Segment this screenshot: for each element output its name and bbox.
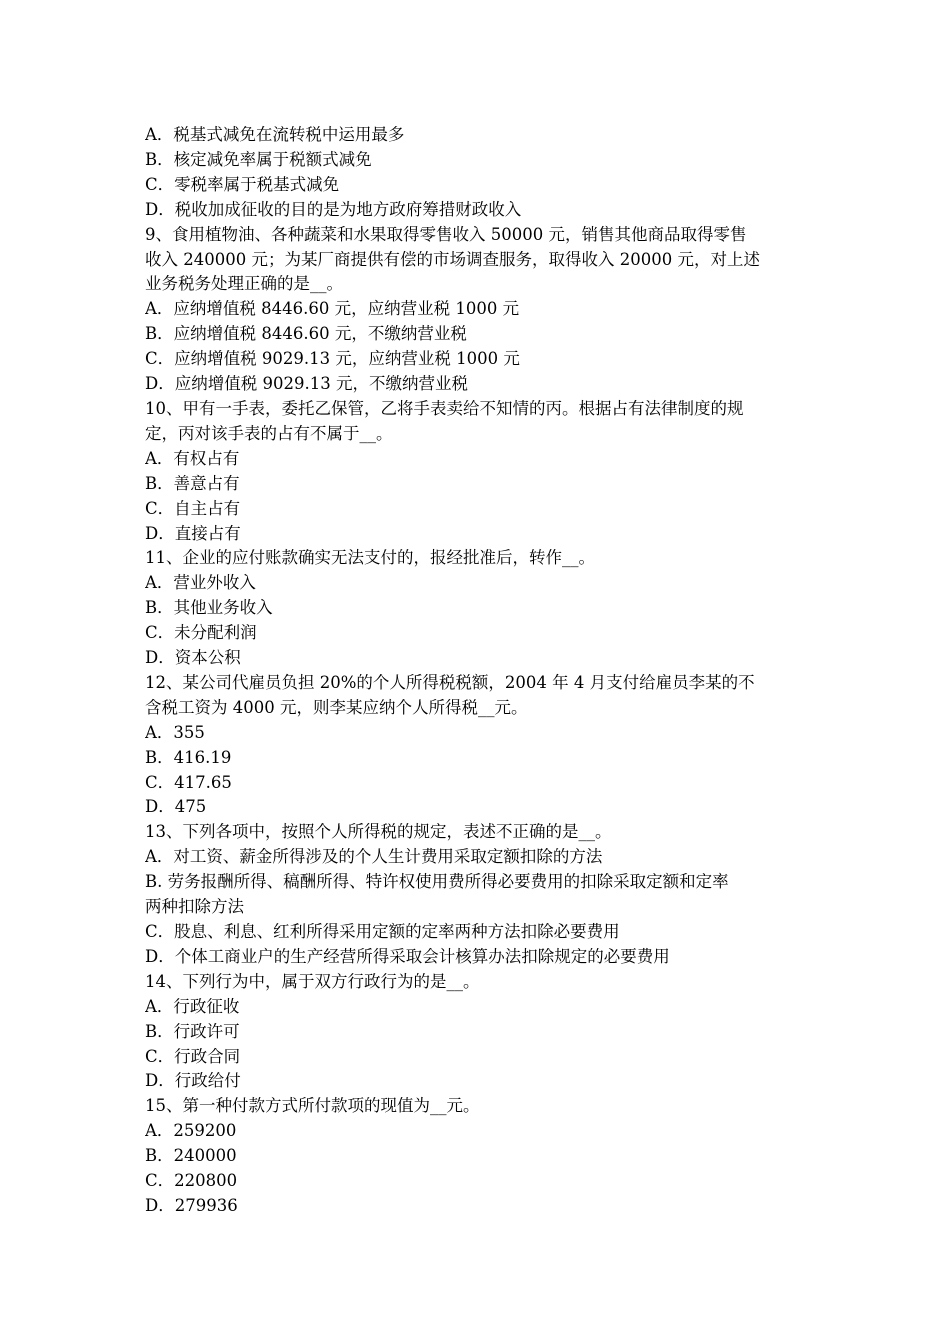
question-line: 业务税务处理正确的是__。 — [145, 274, 343, 294]
option-line: B．其他业务收入 — [145, 598, 273, 618]
option-line: D．税收加成征收的目的是为地方政府筹措财政收入 — [145, 199, 522, 219]
option-line: D．直接占有 — [145, 523, 241, 543]
option-line: B．416.19 — [145, 747, 232, 767]
option-line: D．行政给付 — [145, 1071, 241, 1091]
option-line: C．股息、利息、红利所得采用定额的定率两种方法扣除必要费用 — [145, 922, 620, 941]
option-line: A．税基式减免在流转税中运用最多 — [145, 125, 405, 144]
option-line: D．应纳增值税 9029.13 元，不缴纳营业税 — [145, 374, 468, 394]
question-line: 收入 240000 元；为某厂商提供有偿的市场调查服务，取得收入 20000 元，对上述 — [145, 249, 760, 269]
option-line: A．有权占有 — [145, 448, 240, 468]
question-line: 11、企业的应付账款确实无法支付的，报经批准后，转作__。 — [145, 548, 595, 568]
option-line: B．240000 — [145, 1146, 237, 1166]
question-line: 15、第一种付款方式所付款项的现值为__元。 — [145, 1096, 480, 1116]
option-line: C．行政合同 — [145, 1046, 241, 1066]
option-line: D．资本公积 — [145, 648, 241, 668]
option-line: B．核定减免率属于税额式减免 — [145, 149, 372, 169]
option-line: C．应纳增值税 9029.13 元，应纳营业税 1000 元 — [145, 349, 520, 369]
option-line: D．个体工商业户的生产经营所得采取会计核算办法扣除规定的必要费用 — [145, 946, 670, 966]
question-line: 12、某公司代雇员负担 20%的个人所得税税额，2004 年 4 月支付给雇员李某的不 — [145, 672, 755, 692]
option-line: A．营业外收入 — [145, 573, 256, 593]
option-line: D．475 — [145, 797, 207, 817]
option-line: B．善意占有 — [145, 473, 240, 493]
question-line: 14、下列行为中，属于双方行政行为的是__。 — [145, 971, 480, 991]
question-line: 定，丙对该手表的占有不属于__。 — [145, 423, 393, 443]
option-line: A．对工资、薪金所得涉及的个人生计费用采取定额扣除的方法 — [145, 847, 603, 867]
question-line: 含税工资为 4000 元，则李某应纳个人所得税__元。 — [145, 697, 528, 717]
option-line: B．行政许可 — [145, 1021, 240, 1041]
option-line: A．应纳增值税 8446.60 元，应纳营业税 1000 元 — [145, 299, 520, 319]
option-line: C．220800 — [145, 1171, 238, 1191]
option-line: A．259200 — [145, 1121, 237, 1141]
option-line: A．行政征收 — [145, 996, 240, 1016]
question-line: 13、下列各项中，按照个人所得税的规定，表述不正确的是__。 — [145, 822, 612, 842]
question-line: 10、甲有一手表，委托乙保管，乙将手表卖给不知情的丙。根据占有法律制度的规 — [145, 398, 744, 418]
option-line: B．应纳增值税 8446.60 元，不缴纳营业税 — [145, 324, 467, 344]
option-line: 两种扣除方法 — [145, 897, 244, 917]
option-line: D．279936 — [145, 1195, 238, 1215]
option-line: A．355 — [145, 722, 205, 742]
option-line: C．自主占有 — [145, 498, 241, 518]
option-line: C．未分配利润 — [145, 623, 257, 643]
option-line: B. 劳务报酬所得、稿酬所得、特许权使用费所得必要费用的扣除采取定额和定率 — [145, 872, 729, 892]
option-line: C．417.65 — [145, 772, 232, 792]
document-body — [145, 123, 813, 1219]
option-line: C．零税率属于税基式减免 — [145, 174, 340, 194]
question-line: 9、食用植物油、各种蔬菜和水果取得零售收入 50000 元，销售其他商品取得零售 — [145, 224, 747, 244]
